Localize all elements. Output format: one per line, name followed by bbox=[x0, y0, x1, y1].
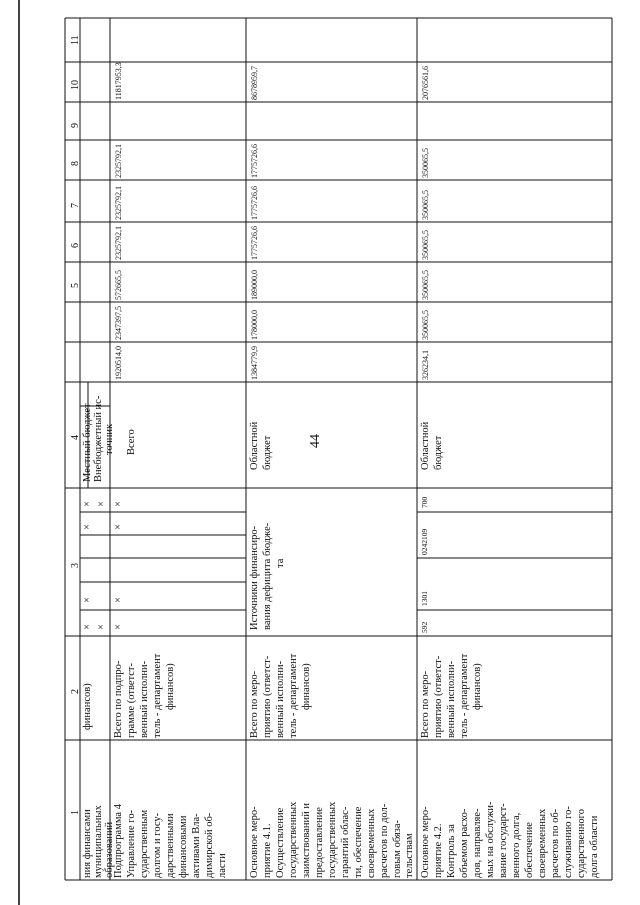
row2-col5: 1384779,9 bbox=[250, 346, 259, 380]
row1-col3-x3: × bbox=[113, 524, 124, 530]
row1-col1-line3: сударственным bbox=[139, 809, 150, 878]
row1-col2-line1: Всего по подпро- bbox=[113, 660, 124, 738]
local-budget-label: Местный бюджет bbox=[82, 403, 93, 482]
row1-col8: 2325792,1 bbox=[114, 226, 123, 260]
row3-col1-line10: своевременных bbox=[537, 808, 548, 878]
row2-col11: 8678959,7 bbox=[250, 66, 259, 100]
row1-col3-x1: × bbox=[113, 624, 124, 630]
row2-col1-line3: Осуществление bbox=[275, 807, 286, 878]
row1-col3-x4: × bbox=[113, 501, 124, 507]
row2-col1-line7: государственных bbox=[327, 801, 338, 878]
row3-col1-line8: венного долга, bbox=[511, 812, 522, 878]
row2-col1-line13: тельствам bbox=[404, 833, 415, 878]
row2-col2-line5: финансов) bbox=[301, 663, 312, 710]
col-header-1: 1 bbox=[70, 810, 81, 815]
col-header-3: 3 bbox=[70, 563, 81, 568]
row3-col2-line1: Всего по меро- bbox=[420, 670, 431, 738]
row2-col1-line9: ти, обеспечение bbox=[353, 806, 364, 878]
row1-col1-line8: димирской об- bbox=[204, 812, 215, 878]
row3-col1-line7: вание государст- bbox=[498, 803, 509, 878]
row3-col11: 2076561,6 bbox=[421, 66, 430, 100]
row3-col3-grbs: 592 bbox=[420, 621, 429, 633]
col-header-7: 7 bbox=[70, 203, 81, 208]
row1-col1-line9: ласти bbox=[217, 853, 228, 878]
col-header-8: 8 bbox=[70, 161, 81, 166]
row2-col1-line5: заимствований и bbox=[301, 802, 312, 878]
row1-col5: 1920514,0 bbox=[114, 346, 123, 380]
row2-col1-line4: государственных bbox=[288, 801, 299, 878]
row3-col4-line1: Областной bbox=[420, 421, 431, 470]
row3-col1-line11: расчетов по об- bbox=[550, 808, 561, 878]
row3-col5: 326234,1 bbox=[421, 350, 430, 380]
row1-col6: 2347397,5 bbox=[114, 306, 123, 340]
cont-col3-x1: × bbox=[82, 624, 93, 630]
row3-col1-line12: служиванию го- bbox=[563, 806, 574, 878]
cont-col1-line3: образований bbox=[104, 821, 115, 878]
row1-col2-line3: венный исполни- bbox=[139, 660, 150, 738]
row3-col1-line5: дов, направляе- bbox=[472, 808, 483, 878]
row3-col3-rzpr: 1301 bbox=[420, 591, 429, 606]
row1-col2-line5: финансов) bbox=[165, 663, 176, 710]
row1-col9: 2325792,1 bbox=[114, 186, 123, 220]
row2-col1-line8: гарантий облас- bbox=[340, 806, 351, 878]
row3-col1-line1: Основное меро- bbox=[420, 806, 431, 878]
row3-col2-line5: финансов) bbox=[472, 663, 483, 710]
row3-col2-line4: тель - департамент bbox=[459, 653, 470, 738]
page-number: 44 bbox=[308, 434, 323, 448]
col-header-11: 11 bbox=[70, 35, 81, 45]
row3-col1-line2: приятие 4.2. bbox=[433, 823, 444, 878]
offbudget-label-line1: Внебюджетный ис- bbox=[93, 395, 104, 482]
row2-col2-line2: приятию (ответст- bbox=[262, 655, 273, 738]
row1-col2-line4: тель - департамент bbox=[152, 653, 163, 738]
row1-col2-line2: грамме (ответст- bbox=[126, 662, 137, 738]
row2-col10: 1775726,6 bbox=[250, 144, 259, 178]
row1-col1-line5: дарственными bbox=[165, 813, 176, 878]
row2-col4-line2: бюджет bbox=[262, 435, 273, 470]
row3-col2-line2: приятию (ответст- bbox=[433, 655, 444, 738]
col-header-6: 6 bbox=[70, 243, 81, 248]
row3-col4-line2: бюджет bbox=[433, 435, 444, 470]
row2-col7: 189000,0 bbox=[250, 270, 259, 300]
row3-col7: 350065,5 bbox=[421, 270, 430, 300]
row3-col3-csr: 0242109 bbox=[420, 528, 429, 555]
col-header-5: 5 bbox=[70, 283, 81, 288]
row1-col10: 2325792,1 bbox=[114, 144, 123, 178]
row3-col3-vr: 700 bbox=[420, 496, 429, 508]
cont-col3-x3: × bbox=[82, 524, 93, 530]
row2-col3-line2: вания дефицита бюдже- bbox=[262, 522, 273, 630]
cont-col2: финансов) bbox=[82, 683, 93, 730]
row3-col8: 350065,5 bbox=[421, 230, 430, 260]
row3-col9: 350065,5 bbox=[421, 190, 430, 220]
row2-col2-line3: венный исполни- bbox=[275, 660, 286, 738]
cont-col1-line1: ния финансами bbox=[82, 809, 93, 878]
row3-col6: 350065,5 bbox=[421, 310, 430, 340]
row2-col1-line6: предоставление bbox=[314, 807, 325, 878]
row1-col1-line1: Подпрограмма 4 bbox=[113, 804, 124, 878]
row2-col1-line12: говым обяза- bbox=[392, 819, 403, 878]
cont-col3-x4: × bbox=[82, 501, 93, 507]
row2-col2-line4: тель - департамент bbox=[288, 653, 299, 738]
row3-col1-line9: обеспечение bbox=[524, 822, 535, 878]
offbudget-label-line2: точник bbox=[104, 423, 115, 455]
row3-col2-line3: венный исполни- bbox=[446, 660, 457, 738]
row2-col8: 1775726,6 bbox=[250, 226, 259, 260]
row2-col1-line10: своевременных bbox=[366, 808, 377, 878]
row2-col3-line1: Источники финансиро- bbox=[249, 525, 260, 630]
col-header-4: 4 bbox=[70, 435, 81, 440]
col-header-10: 10 bbox=[70, 80, 81, 90]
cont-col3-x6: × bbox=[96, 501, 107, 507]
row1-col1-line7: активами Вла- bbox=[191, 813, 202, 878]
row1-col1-line4: долгом и госу- bbox=[152, 812, 163, 878]
col-header-9: 9 bbox=[70, 123, 81, 128]
col-header-2: 2 bbox=[70, 689, 81, 694]
row2-col1-line1: Основное меро- bbox=[249, 806, 260, 878]
cont-col3-x2: × bbox=[82, 597, 93, 603]
row3-col1-line14: долга области bbox=[589, 815, 600, 878]
row2-col4-line1: Областной bbox=[249, 421, 260, 470]
row3-col1-line3: Контроль за bbox=[446, 824, 457, 878]
row3-col10: 350065,5 bbox=[421, 148, 430, 178]
row1-col11: 11817953,3 bbox=[114, 62, 123, 100]
row2-col1-line2: приятие 4.1. bbox=[262, 823, 273, 878]
row1-col4: Всего bbox=[126, 429, 137, 455]
row2-col1-line11: расчетов по дол- bbox=[379, 803, 390, 878]
row2-col6: 178000,0 bbox=[250, 310, 259, 340]
row2-col2-line1: Всего по меро- bbox=[249, 670, 260, 738]
row1-col1-line2: Управление го- bbox=[126, 809, 137, 878]
row3-col1-line4: объемом расхо- bbox=[459, 808, 470, 878]
row1-col7: 572665,5 bbox=[114, 270, 123, 300]
cont-col1-line2: муниципальных bbox=[93, 805, 104, 878]
cont-col3-x5: × bbox=[96, 624, 107, 630]
row3-col1-line13: сударственного bbox=[576, 809, 587, 878]
row3-col1-line6: мых на обслужи- bbox=[485, 801, 496, 878]
row1-col1-line6: финансовыми bbox=[178, 815, 189, 878]
row2-col3-line3: та bbox=[275, 558, 286, 568]
row2-col9: 1775726,6 bbox=[250, 186, 259, 220]
row1-col3-x2: × bbox=[113, 597, 124, 603]
